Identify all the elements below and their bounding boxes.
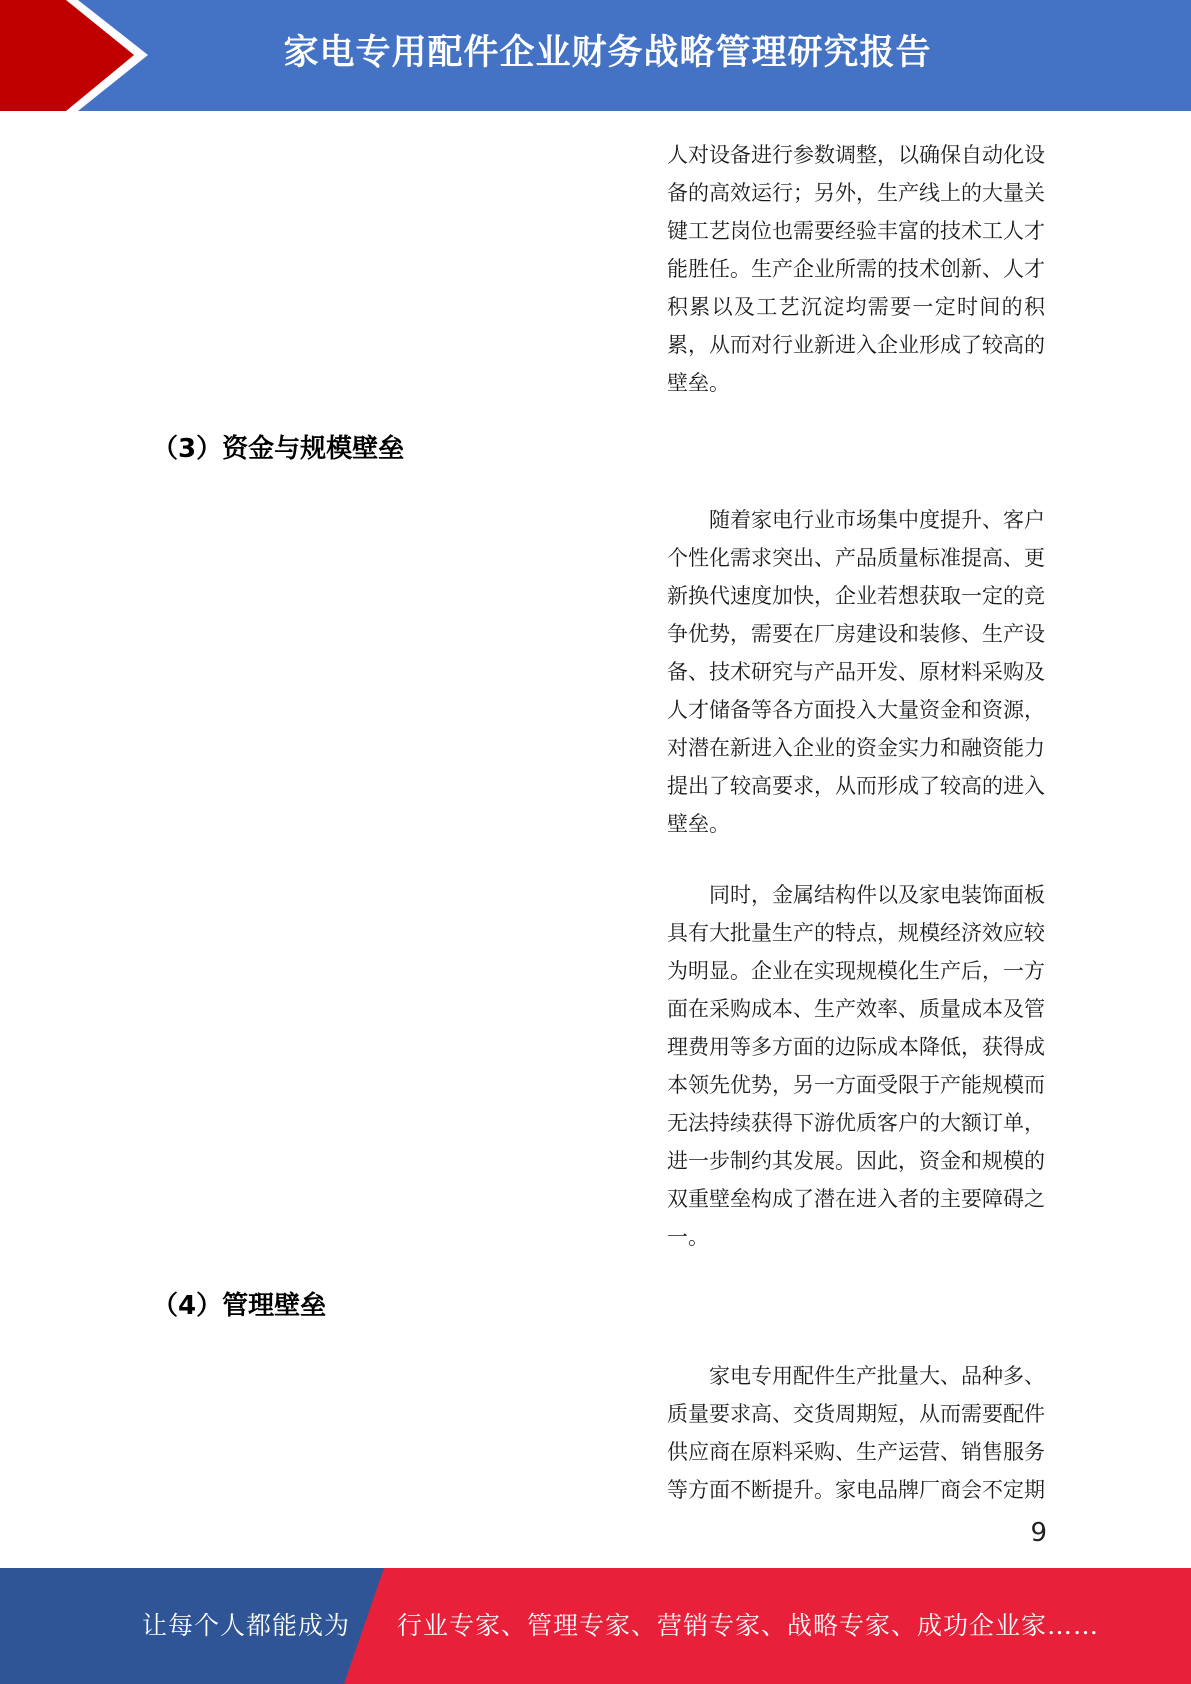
- header-banner: [0, 0, 1191, 111]
- footer-banner: [0, 1568, 1191, 1684]
- paragraph-top: 人对设备进行参数调整，以确保自动化设备的高效运行；另外，生产线上的大量关键工艺岗位也需要经验丰富的技术工人才能胜任。生产企业所需的技术创新、人才积累以及工艺沉淀均需要一定时间的积累，从而对行业新进入企业形成了较高的壁垒。: [667, 143, 1045, 395]
- footer-slogan-right: 行业专家、管理专家、营销专家、战略专家、成功企业家……: [397, 1611, 1100, 1640]
- paragraph-capital-2: 同时，金属结构件以及家电装饰面板具有大批量生产的特点，规模经济效应较为明显。企业在实现规模化生产后，一方面在采购成本、生产效率、质量成本及管理费用等多方面的边际成本降低，获得成本领先优势，另一方面受限于产能规模而无法持续获得下游优质客户的大额订单，进一步制约其发展。因此，资金和规模的双重壁垒构成了潜在进入者的主要障碍之一。: [667, 883, 1045, 1249]
- report-title: 家电专用配件企业财务战略管理研究报告: [283, 33, 932, 73]
- paragraph-capital-1: 随着家电行业市场集中度提升、客户个性化需求突出、产品质量标准提高、更新换代速度加快，企业若想获取一定的竞争优势，需要在厂房建设和装修、生产设备、技术研究与产品开发、原材料采购及人才储备等各方面投入大量资金和资源，对潜在新进入企业的资金实力和融资能力提出了较高要求，从而形成了较高的进入壁垒。: [667, 508, 1045, 836]
- page-number: 9: [1030, 1518, 1047, 1548]
- heading-capital-scale-barrier: （3）资金与规模壁垒: [152, 434, 405, 464]
- footer-slogan-left: 让每个人都能成为: [142, 1611, 351, 1640]
- chevron-arrow-icon: [0, 0, 150, 111]
- paragraph-management-1: 家电专用配件生产批量大、品种多、质量要求高、交货周期短，从而需要配件供应商在原料采购、生产运营、销售服务等方面不断提升。家电品牌厂商会不定期: [667, 1364, 1045, 1502]
- heading-management-barrier: （4）管理壁垒: [152, 1291, 327, 1321]
